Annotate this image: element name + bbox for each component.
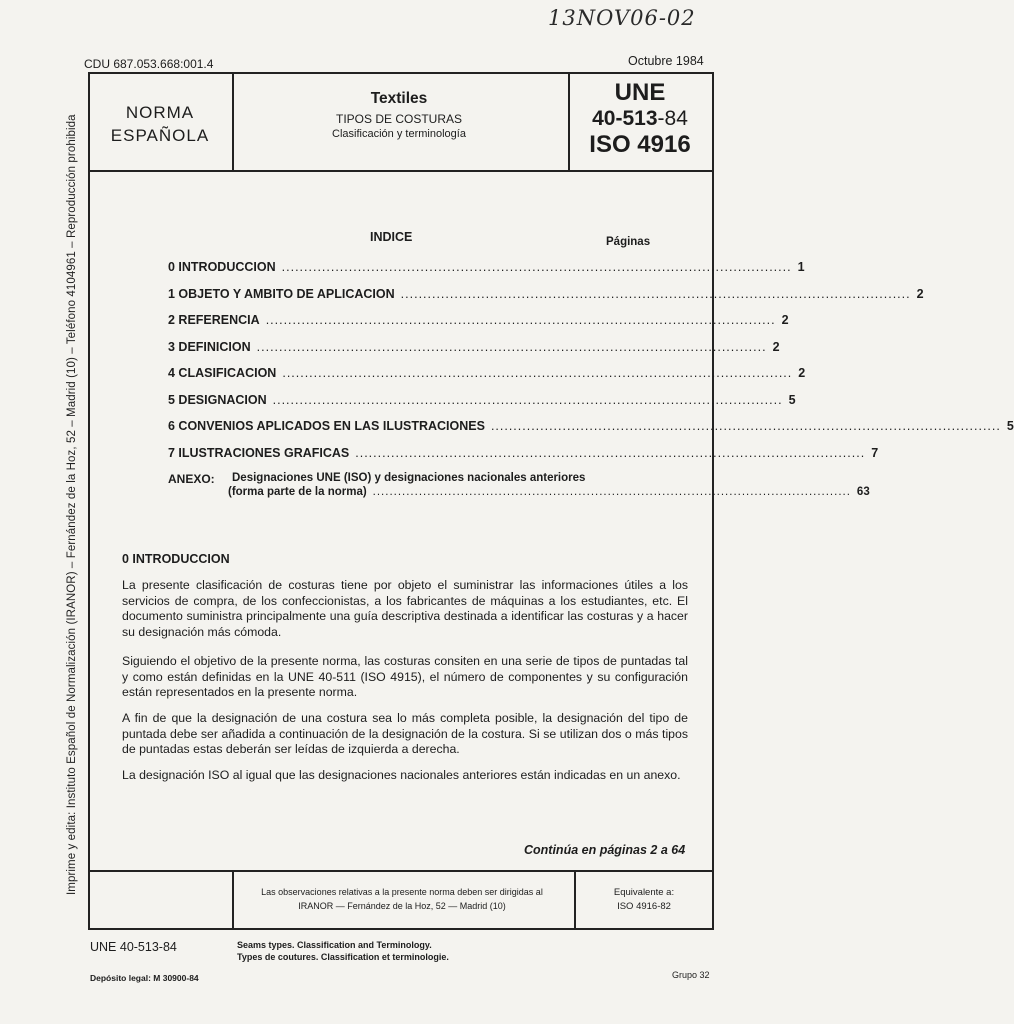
norma-line2: ESPAÑOLA	[110, 126, 210, 145]
continued-note: Continúa en páginas 2 a 64	[524, 843, 686, 857]
code-une: UNE	[614, 79, 666, 106]
intro-paragraph: La presente clasificación de costuras tiene por objeto el suministrar las informaciones útiles a los servicios de compra, de los confeccionistas, a los fabricantes de máquinas a los estudiantes, etc. El documento suministra principalmente una guía descriptiva destinada a identificar las costuras y a hacer su designación más cómoda.	[122, 578, 688, 639]
english-title: Seams types. Classification and Terminology.	[237, 940, 432, 950]
annex-label: ANEXO:	[168, 472, 215, 486]
toc-item: 3 DEFINICION .................................................................................................................. 2	[168, 340, 780, 354]
toc-item: 0 INTRODUCCION .................................................................................................................. 1	[168, 260, 805, 274]
equivalence-block	[576, 886, 712, 914]
document-subtitle-2: Clasificación y terminología	[332, 128, 466, 140]
annex-line1: Designaciones UNE (ISO) y designaciones nacionales anteriores	[232, 472, 586, 484]
publication-date: Octubre 1984	[628, 54, 704, 68]
toc-item: 5 DESIGNACION .................................................................................................................. 5	[168, 393, 796, 407]
document-subtitle: TIPOS DE COSTURAS	[335, 112, 463, 126]
intro-paragraph: La designación ISO al igual que las designaciones nacionales anteriores están indicadas en un anexo.	[122, 768, 681, 782]
footer-code: UNE 40-513-84	[90, 940, 177, 954]
equivalence-value: ISO 4916-82	[617, 901, 671, 912]
cdu-code: CDU 687.053.668:001.4	[84, 57, 214, 71]
french-title: Types de coutures. Classification et terminologie.	[237, 952, 449, 962]
handwritten-note: 13NOV06-02	[548, 6, 696, 30]
observations-line2: IRANOR — Fernández de la Hoz, 52 — Madrid (10)	[298, 901, 506, 911]
side-imprint-text: Imprime y edita: Instituto Español de Normalización (IRANOR) – Fernández de la Hoz, 52 – Madrid (10) – Teléfono 4104961 – Reproducción prohibida	[66, 114, 78, 895]
norma-espanola-label	[90, 101, 230, 147]
toc-item: 2 REFERENCIA .................................................................................................................. 2	[168, 313, 789, 327]
observations-line1: Las observaciones relativas a la presente norma deben ser dirigidas al	[261, 887, 543, 897]
footer-divider	[90, 870, 712, 872]
code-number	[568, 106, 712, 132]
code-iso: ISO 4916	[589, 131, 691, 158]
toc-item: 6 CONVENIOS APLICADOS EN LAS ILUSTRACIONES .................................................................................................................. 5	[168, 419, 1014, 433]
document-frame	[88, 72, 1014, 930]
group-label: Grupo 32	[672, 970, 710, 980]
code-number-year: -84	[657, 107, 688, 130]
intro-heading: 0 INTRODUCCION	[122, 552, 230, 566]
observations-note	[232, 885, 572, 913]
translated-titles	[237, 939, 449, 963]
document-title: Textiles	[370, 90, 428, 107]
header-divider	[90, 170, 712, 172]
annex-line2: (forma parte de la norma) .................................................................................................................. 63	[228, 486, 870, 498]
toc-item: 1 OBJETO Y AMBITO DE APLICACION .................................................................................................................. 2	[168, 287, 924, 301]
legal-deposit: Depósito legal: M 30900-84	[90, 973, 199, 983]
index-pages-label: Páginas	[606, 236, 651, 248]
equivalence-label: Equivalente a:	[613, 887, 675, 898]
toc-item: 7 ILUSTRACIONES GRAFICAS .................................................................................................................. 7	[168, 446, 879, 460]
toc-item: 4 CLASIFICACION .................................................................................................................. 2	[168, 366, 806, 380]
document-title-block	[232, 90, 566, 140]
norma-line1: NORMA	[125, 103, 195, 122]
intro-paragraph: Siguiendo el objetivo de la presente norma, las costuras consiten en una serie de tipos de puntadas tal y como están definidas en la UNE 40-511 (ISO 4915), el número de componentes y su configuración están representados en la presente norma.	[122, 654, 688, 699]
code-number-main: 40-513	[592, 107, 658, 130]
standard-code-block	[568, 80, 712, 158]
index-title: INDICE	[370, 230, 413, 244]
intro-paragraph: A fin de que la designación de una costura sea lo más completa posible, la designación del tipo de puntada debe ser añadida a continuación de la designación de la costura. Si se utilizan dos o más tipos de puntadas estas deberán ser leídas de izquierda a derecha.	[122, 711, 688, 756]
